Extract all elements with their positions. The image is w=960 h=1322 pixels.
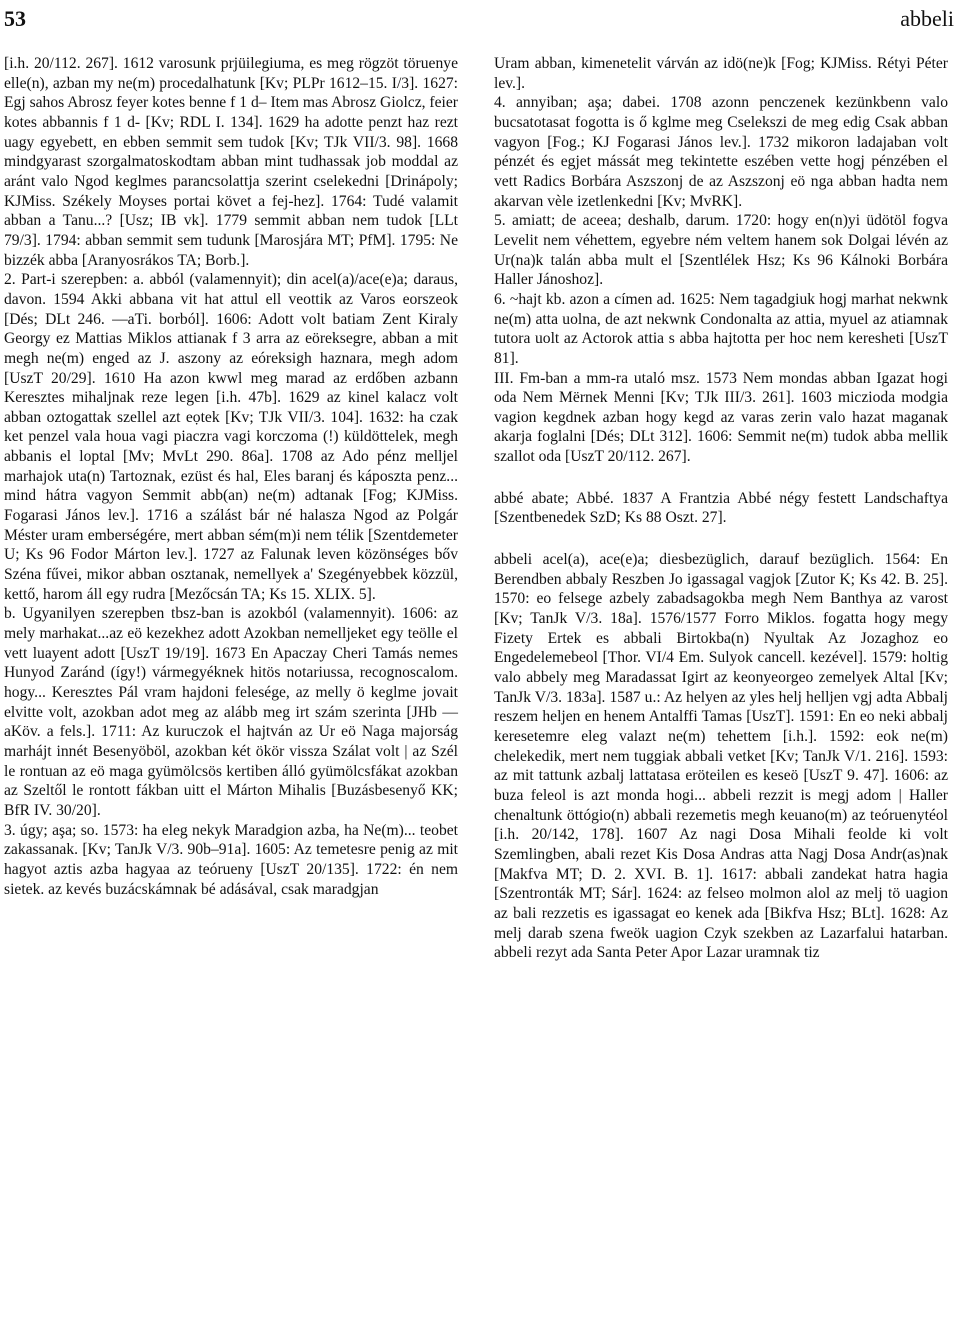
entry-paragraph: III. Fm-ban a mm-ra utaló msz. 1573 Nem mondas abban Igazat hogi oda Nem Mërnek Menni [Kv; TJk III/3. 261]. 1603 miczioda modgia vagion kegdnek azban hogy kegd az varas zerin valo hazat maganak akarja foglalni [Dés; DLt 312]. 1606: Semmit ne(m) tudok abba mellik szallot oda [UszT 20/112. 267]. [494, 369, 948, 466]
right-column [494, 54, 948, 963]
entry-abbe: abbé abate; Abbé. 1837 A Frantzia Abbé négy festett Landschaftya [Szentbenedek SzD; Ks 88 Oszt. 27]. [494, 489, 948, 527]
entry-paragraph: 6. ~hajt kb. azon a címen ad. 1625: Nem tagadgiuk hogj marhat nekwnk ne(m) atta uolna, de azt nekwnk Condonalta az attia, myuel az atiamnak tutora uolt az Actorok attia s abba hajtotta per hoc nem keresheti [UszT 81]. [494, 290, 948, 367]
left-column [4, 54, 458, 899]
running-headword: abbeli [900, 6, 954, 31]
entry-paragraph: b. Ugyanilyen szerepben tbsz-ban is azokból (valamennyit). 1606: az mely marhakat...az eö kezekhez adott Azokban nemelljeket egy teölle el vett luayent adott [UszT 19/19]. 1673 En Apaczay Cheri Tamás nemes Hunyod Zaránd (így!) vármegyéknek hitös notariussa, recognoscalom. hogy... Keresztes Pál vram hajdoni felesége, az melly ö keglme jovait elvitte volt, azokban adot meg az alább meg irt szám szerinta [JHb — aKöv. a fels.]. 1711: Az kuruczok el hajtván az Ur eö Naga majorság marhájt innét Besenyöböl, azokban két ökör vissza Szálat volt | az Szél le rontuan az eö maga gyümölcsös kertiben álló gyümölcsfákat azokban az Szeltől le rontott fákban uitt el Márton Mihalis [Buzásbesenyő KK; BfR IV. 30/20]. [4, 605, 458, 819]
entry-separator [494, 528, 948, 550]
entry-paragraph: Uram abban, kimenetelit várván az idö(ne)k [Fog; KJMiss. Rétyi Péter lev.]. [494, 55, 948, 92]
entry-paragraph: 3. úgy; aşa; so. 1573: ha eleg nekyk Maradgion azba, ha Ne(m)... teobet zakassanak. [Kv; TanJk V/3. 90b–91a]. 1605: Az temetesre penig az mit hagyot aztis azba hagyaa az teórueny [UszT 20/135]. 1722: én nem sietek. az kevés buzácskámnak bé adásával, csak maradgjan [4, 821, 458, 898]
entry-paragraph: 4. annyiban; aşa; dabei. 1708 azonn penczenek kezünkbenn valo bucsatotasat fogotta is ő kglme meg Cselekszi de meg edig Csak abban vagyon [Fog.; KJ Fogarasi János lev.]. 1732 mikoron ladajaban volt pénzét és egjet mássát meg tekintette eszében vette hogj pénzében el vett Radics Borbára Aszszonj de az Aszszonj eö nga abban hadta nem akarvan vèle izetlenkedni [Kv; MvRK]. [494, 94, 948, 210]
entry-paragraph: 2. Part-i szerepben: a. abból (valamennyit); din acel(a)/ace(e)a; daraus, davon. 1594 Akki abbana vit hat attul ell veottik az Varos eorszeok [Dés; DLt 246. —aTi. borból]. 1606: Adott volt batiam Zent Kiraly Georgy ez Mattias Miklos attianak f 3 arra az eöreksegre, abban a mit megh ne(m) enged az J. aszony az eóreksigh haznara, megh adom [UszT 20/29]. 1610 Ha azon kwwl meg marad az erdőben azbann Keresztes mihaljnak reze legen [i.h. 47b]. 1629 az kinel kalacz volt abban oztogattak szellel azt eọtek [Kv; TJk VII/3. 104]. 1632: ha czak ket penzel vala houa vagi piaczra vagi korczoma (!) küldöttelek, megh abbanis el loptal [Mv; MvLt 290. 86a]. 1708 az Ado pénz melljel marhajok uta(n) Tartoznak, ezüst és hal, Eles baranj és káposzta penz... mind hátra vagyon Semmit abb(an) ne(m) adtanak [Fog; KJMiss. Fogarasi János lev.]. 1716 a szálást bár né halasza Ngod az Polgár Méster uram emberségére, mert abban sém(m)i nem télik [Szentdemeter U; Ks 96 Fodor Márton lev.]. 1727 az Falunak leven közönséges bőv Széna fűvei, mikor abban osztanak, nemellyek a' Szegényebbek közzül, kettő, harom áll egy rudra [Mezőcsán TA; Ks 15. XLIX. 5]. [4, 271, 458, 603]
entry-paragraph: 5. amiatt; de aceea; deshalb, darum. 1720: hogy en(n)yi üdötöl fogva Levelit nem véhettem, egyebre ném veltem hanem sok Dolgai lévén az Ur(na)k talán abba mult el [Szentlélek Hsz; Ks 96 Kálnoki Borbára Haller Jánoshoz]. [494, 212, 948, 289]
entry-paragraph: [i.h. 20/112. 267]. 1612 varosunk prjüilegiuma, es meg rögzöt töruenye elle(n), azban my ne(m) procedalhatunk [Kv; PLPr 1612–15. I/3]. 1627: Egj sahos Abrosz feyer kotes benne f 1 d– Item mas Abrosz Giolcz, feier kotes abbannis f 1 d- [Kv; RDL I. 134]. 1629 ha adotte penzt haz rezt uagy egyebett, en ebben semmit sem tudok [Kv; TJk VII/3. 98]. 1668 mindgyarast szorgalmatoskodtam abban mint tudhassak job moddal az aránt valo Ngod keglmes parancsolattja szerint cselekedni [Drinápoly; KJMiss. Székely Moyses portai követ a fej-hez]. 1764: Tudé valamit abban a Tanu...? [Usz; IB vk]. 1779 semmit abban nem tudok [LLt 79/3]. 1794: abban semmit sem tudunk [Marosjára MT; PfM]. 1795: Ne bizzék abba [Aranyosrákos TA; Borb.]. [4, 55, 458, 269]
entry-separator [494, 467, 948, 489]
entry-abbeli: abbeli acel(a), ace(e)a; diesbezüglich, darauf bezüglich. 1564: En Berendben abbaly Reszben Jo igassagal vagjok [Zutor K; Ks 42. B. 25]. 1570: eo felsege azbely zabadsagokba megh Nem Banthya az varost [Kv; TanJk V/3. 18a]. 1576/1577 Forro Miklos. fogatta hogy megy Fizety Ertek es abbali Birtokba(n) Nyultak Az Jozaghoz eo Engedelemebeol [Thor. VI/4 Em. Sulyok cancell. kezével]. 1579: holtig valo abbely meg Maradassat Igirt az keonyeorgeo zemelyek Altal [Kv; TanJk V/3. 183a]. 1587 u.: Az helyen az yles helj helljen vgj adta Abbalj reszem heljen en henem Antalffi Tamas [UszT]. 1591: En eo neki abbalj keresetemre eleg valazt ne(m) tehettem [i.h.]. 1592: eok ne(m) chelekedik, mert nem tuggiak abbali vetket [Kv; TanJk V/1. 216]. 1593: az mit tattunk azbalj lattatasa eröteilen es keseö [UszT 9. 47]. 1606: az buza feleol is azt monda hogi... abbeli rezzit is megj adom | Haller chenaltunk öttógio(n) abbali rezemetis megh keuano(m) az teóruenytéol [i.h. 20/142, 178]. 1607 Az nagi Dosa Mihali feolde ki volt Szemlingben, abali rezet Kis Dosa Andras atta Nagj Dosa Andr(as)nak [Makfva MT; D. 2. XVI. B. 1]. 1617: abbali zandekat hatra hagia [Szentronták MT; Sár]. 1624: az felseo molmon alol az melj tö uagion az bali rezzetis es igassagat eo kenek ada [Bikfva Hsz; BLt]. 1628: Az melj darab szena fweök uagion Czyk szekben az Lazarfalui hatarban. abbeli rezyt ada Santa Peter Apor Lazar uramnak tiz [494, 551, 948, 962]
page-number: 53 [4, 6, 26, 31]
